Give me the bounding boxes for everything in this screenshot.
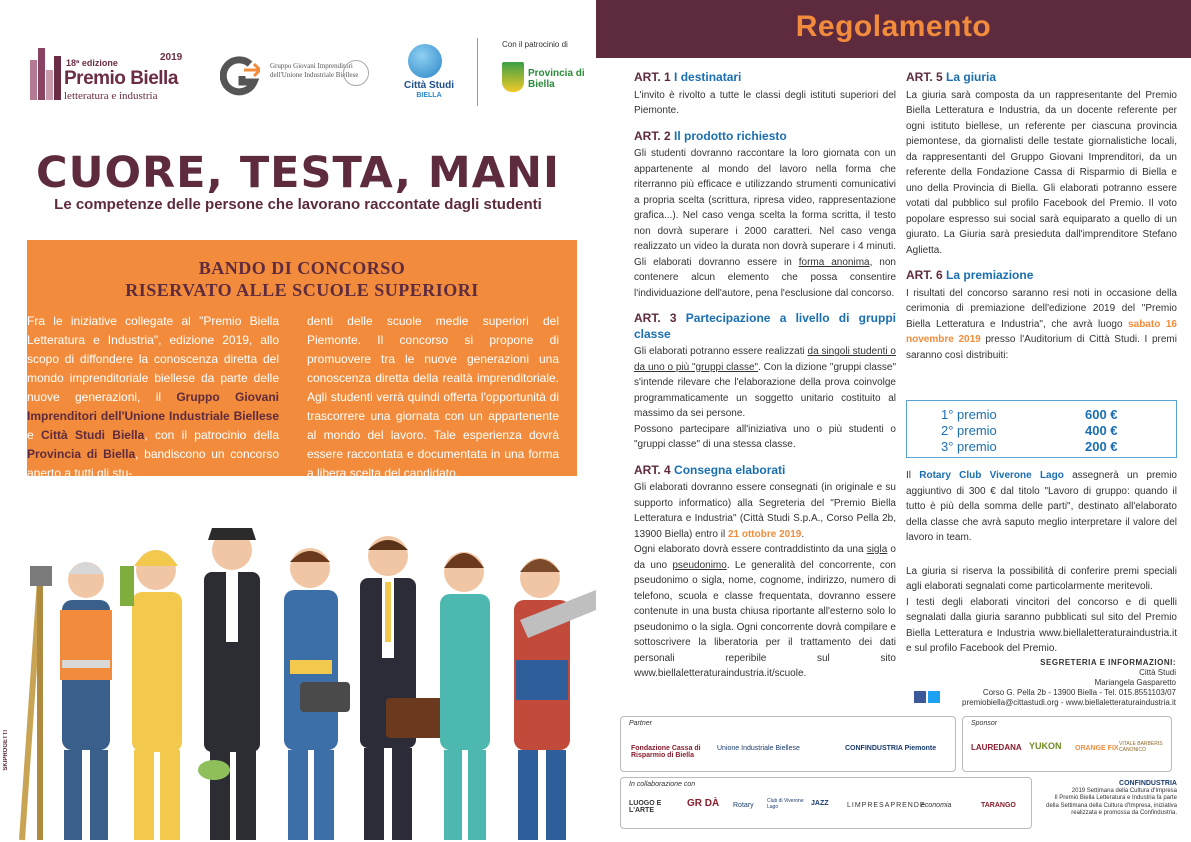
contact-org: Città Studi [1139, 668, 1176, 677]
art-number: ART. 2 [634, 128, 671, 143]
citta-studi-name: Città Studi [404, 80, 454, 91]
art-number: ART. 5 [906, 70, 943, 84]
collab-logo: LUOGO E L'ARTE [629, 800, 662, 814]
bando-text: , bandiscono un concorso aperto a tutti gli stu- [27, 447, 279, 480]
final-paragraph-1: La giuria si riserva la possibilità di conferire premi speciali agli elaborati segnalati come particolarmente meritevoli. [906, 565, 1177, 592]
bando-heading-2: RISERVATO ALLE SCUOLE SUPERIORI [125, 280, 479, 300]
art4-body [634, 480, 896, 542]
art-number: ART. 4 [634, 462, 671, 477]
art-number: ART. 6 [906, 268, 943, 282]
sponsor-logo: LAUREDANA [971, 743, 1022, 752]
art-text: . Le generalità del concorrente, con pseudonimo o sigla, nome, cognome, indirizzo, numero di telefono, scuola e classe frequentata, dovranno essere contenute in una busta chiusa riportante all'esterno solo lo pseudonimo o la sigla. Ogni concorrente dovrà compilare e sottoscrivere la liberatoria per il trattamento dei dati personali reperibile sul sito www.biellaletteraturaindustria.it/scuole. [634, 559, 896, 679]
rotary-paragraph [906, 468, 1177, 546]
sponsor-box [962, 716, 1172, 772]
art1-body: L'invito è rivolto a tutte le classi degli istituti superiori del Piemonte. [634, 89, 896, 116]
art4-heading [634, 463, 896, 479]
art1-heading [634, 70, 896, 86]
rules-column-2-lower [906, 468, 1177, 657]
citta-studi-globe-icon [408, 44, 442, 78]
art6-heading [906, 268, 1177, 284]
page-title: CUORE, TESTA, MANI [36, 148, 560, 198]
sponsor-logo: ORANGE FIX [1075, 745, 1119, 752]
partner-label: Partner [629, 720, 652, 727]
art-text: Ogni elaborato dovrà essere contraddistinto da una [634, 544, 867, 555]
art3-body-2: Possono partecipare all'iniziativa uno o più studenti o "gruppi classe" di una stessa classe. [634, 423, 896, 450]
worker-nurse [440, 552, 490, 840]
ggi-logo [220, 56, 260, 100]
bando-text: e [27, 428, 41, 442]
art-text: Gli studenti dovranno raccontare la loro giornata con un appartenente al mondo del lavoro nella forma che riterranno più efficace e utilizzando strumenti comunicativi a propria scelta (scrittura, ripresa video, rappresentazione grafica...). Nel caso venga scelta la forma scritta, il testo non dovrà superare i 2000 caratteri. Nel caso venga realizzato un video la durata non dovrà superare i 4 minuti. Gli elaborati dovranno essere in [634, 148, 896, 268]
collab-logo: TARANGO [981, 802, 1016, 809]
art3-heading [634, 311, 896, 342]
province-name: Provincia di Biella [528, 68, 585, 90]
deadline-date: 21 ottobre 2019 [727, 528, 802, 540]
prize-subtitle: letteratura e industria [64, 90, 158, 102]
logo-strip [30, 38, 585, 108]
prize-amount: 400 € [1085, 423, 1118, 438]
collab-label: In collaborazione con [629, 781, 696, 788]
bando-cittastudi: Città Studi Biella [41, 428, 145, 442]
art-title: I destinatari [674, 70, 742, 84]
confindustria-title: CONFINDUSTRIA [1119, 780, 1177, 787]
worker-pilot [198, 528, 260, 840]
rules-column-2 [906, 70, 1177, 363]
prize-label: 1° premio [941, 407, 997, 422]
collaboration-box [620, 777, 1032, 829]
confindustria-line: 2019 Settimana della Cultura d'Impresa [1071, 787, 1177, 794]
workers-illustration [0, 510, 596, 842]
art6-body [906, 286, 1177, 364]
bando-ggi: Gruppo Giovani Imprenditori dell'Unione Industriale Biellese [27, 390, 279, 423]
worker-gardener [120, 550, 182, 840]
art3-body [634, 344, 896, 422]
prizes-box [906, 400, 1177, 458]
worker-businessman [360, 536, 446, 840]
art-number: ART. 3 [634, 311, 677, 325]
worker-mechanic [284, 548, 350, 840]
rotary-name: Rotary Club Viverone Lago [919, 470, 1064, 481]
premio-biella-logo [30, 48, 66, 100]
bando-text: Fra le iniziative collegate al "Premio Biella Letteratura e Industria", edizione 2019, allo scopo di diffondere la conoscenza diretta del mondo imprenditoriale biellese da parte delle nuove generazioni, il [27, 314, 279, 404]
collab-logo: economia [921, 802, 952, 809]
bando-col-1 [27, 312, 279, 483]
social-icons [914, 690, 942, 702]
unione-industriale-icon [343, 60, 369, 86]
contact-person: Mariangela Gasparetto [1094, 678, 1176, 687]
page-subtitle: Le competenze delle persone che lavorano raccontate dagli studenti [54, 196, 542, 213]
art-text: Il [906, 470, 920, 481]
sponsor-label: Sponsor [971, 720, 998, 727]
confindustria-note [1041, 780, 1177, 818]
art-title: Partecipazione a livello di gruppi classe [634, 311, 896, 341]
prize-label: 2° premio [941, 423, 997, 438]
credit-text: SKIPROGETTI [3, 730, 9, 771]
sponsor-logo: YUKON [1029, 741, 1062, 751]
art5-heading [906, 70, 1177, 86]
ggi-name: Gruppo Giovani Imprenditori dell'Unione Industriale Biellese [270, 62, 359, 79]
citta-studi-sub: BIELLA [416, 92, 442, 99]
art-text: presso l'Auditorium di Città Studi. I premi saranno così distribuiti: [906, 334, 1177, 361]
partner-logo: Fondazione Cassa di Risparmio di Biella [631, 745, 701, 759]
art-text: assegnerà un premio aggiuntivo di 300 € dal titolo "Lavoro di gruppo: quando il tutto è più della somma delle parti", destinato all'elaborato della classe che avrà saputo meglio interpretare il valore del lavoro in team. [906, 470, 1177, 543]
art-title: Il prodotto richiesto [674, 128, 787, 143]
bando-heading-1: BANDO DI CONCORSO [198, 258, 406, 278]
art-text: . Con la dizione "gruppi classe" s'intende rilevare che l'elaborazione della prova coinvolge programmaticamente un soggetto unitario costituito al massimo da sei persone. [634, 361, 896, 419]
divider [477, 38, 478, 106]
art5-body: La giuria sarà composta da un rappresentante del Premio Biella Letteratura e Industria, da un docente referente per ogni istituto biellese, un referente per ciascuna provincia piemontese, da giornalisti delle testate giornalistiche locali, da rappresentanti del Gruppo Giovani Imprenditori, da un referente della Fondazione Cassa di Risparmio di Biella e uno della Provincia di Biella. Gli elaborati potranno essere votati dal pubblico sul profilo Facebook del Premio. Il voto popolare espresso sui social sarà equiparato a quello di un giurato. La Giuria sarà presieduta dall'imprenditore Stefano Aglietta. [906, 89, 1177, 256]
art-title: La premiazione [946, 268, 1034, 282]
edition-year: 2019 [160, 52, 183, 63]
regolamento-title: Regolamento [795, 10, 992, 43]
art-text: , non contenere alcun elemento che possa consentire l'individuazione dell'autore, pena l'esclusione dal concorso. [634, 256, 896, 299]
collab-logo: LIMPRESAPRENDE [847, 802, 926, 809]
prize-amount: 600 € [1085, 407, 1118, 422]
partner-logo: CONFINDUSTRIA Piemonte [845, 745, 937, 752]
collab-logo: GR DÀ [687, 798, 720, 809]
twitter-icon[interactable] [928, 691, 940, 703]
art-text-underlined: forma anonima [798, 256, 870, 268]
confindustria-line: Il Premio Biella Letteratura e Industria fa parte della Settimana della Cultura d'Impresa, iniziativa realizzata e promossa da Confindustria. [1046, 795, 1177, 816]
bando-provincia: Provincia di Biella [27, 447, 136, 461]
collab-logo: JAZZ [811, 800, 829, 807]
rules-column-1 [634, 70, 896, 682]
tripod-icon [22, 566, 52, 840]
collab-logo: Club di Viverone Lago [767, 798, 804, 810]
art-text: Gli elaborati potranno essere realizzati [634, 346, 808, 357]
final-paragraph-2: I testi degli elaborati vincitori del concorso e di quelli segnalati dalla giuria saranno pubblicati sul sito del Premio Biella Letteratura e Industria www.biellaletteraturaindustria.it e sul profilo Facebook del Premio. [906, 596, 1177, 654]
province-shield-icon [502, 62, 524, 92]
prize-amount: 200 € [1085, 439, 1118, 454]
ceremony-date: sabato 16 novembre 2019 [906, 318, 1177, 345]
partner-box [620, 716, 956, 772]
prize-label: 3° premio [941, 439, 997, 454]
art-text-underlined: pseudonimo [672, 559, 727, 571]
contact-address: Corso G. Pella 2b - 13900 Biella - Tel. 015.8551103/07 [982, 688, 1176, 697]
art-text: o da uno [634, 544, 896, 571]
bando-col-2: denti delle scuole medie superiori del Piemonte. Il concorso si propone di promuovere tra le nuove generazioni una conoscenza diretta della realtà imprenditoriale. Agli studenti verrà quindi offerta l'opportunità di trascorrere una giornata con un appartenente al mondo del lavoro. Tale esperienza dovrà essere raccontata e documentata in una forma a libera scelta del candidato. [307, 314, 559, 480]
art-title: Consegna elaborati [674, 462, 786, 477]
worker-carpenter [514, 558, 596, 840]
patronage-label: Con il patrocinio di [502, 40, 568, 49]
bando-text: , con il patrocinio della [144, 428, 280, 442]
worker-surveyor [60, 562, 112, 840]
art2-body [634, 146, 896, 301]
art-text: Gli elaborati dovranno essere consegnati (in originale e su supporto informatico) alla Segreteria del "Premio Biella Letteratura e Industria" (Città Studi S.p.A., Corso Pella 2b, 13900 Biella) entro il [634, 482, 896, 540]
bando-box [27, 240, 577, 480]
right-page [596, 0, 1191, 842]
contact-heading: SEGRETERIA E INFORMAZIONI: [1040, 658, 1176, 667]
art4-body-2 [634, 542, 896, 682]
prize-name: Premio Biella [64, 68, 178, 89]
art-title: La giuria [946, 70, 997, 84]
art-text-underlined: da singoli studenti o da uno o più "gruppi classe" [634, 346, 896, 373]
contact-links: premiobiella@cittastudi.org - www.biellaletteraturaindustria.it [962, 698, 1176, 707]
art-text-underlined: sigla [866, 544, 888, 555]
art-number: ART. 1 [634, 70, 671, 84]
facebook-icon[interactable] [914, 691, 926, 703]
art2-heading [634, 129, 896, 145]
sponsor-logo: VITALE BARBERIS CANONICO [1119, 741, 1163, 753]
art-text: I risultati del concorso saranno resi noti in occasione della cerimonia di premiazione dell'edizione 2019 del "Premio Biella Letteratura e Industria", che avrà luogo [906, 287, 1177, 330]
partner-logo: Unione Industriale Biellese [717, 745, 800, 752]
collab-logo: Rotary [733, 802, 754, 809]
edition-label: 18ª edizione [66, 58, 118, 68]
art-text: . [801, 528, 805, 540]
